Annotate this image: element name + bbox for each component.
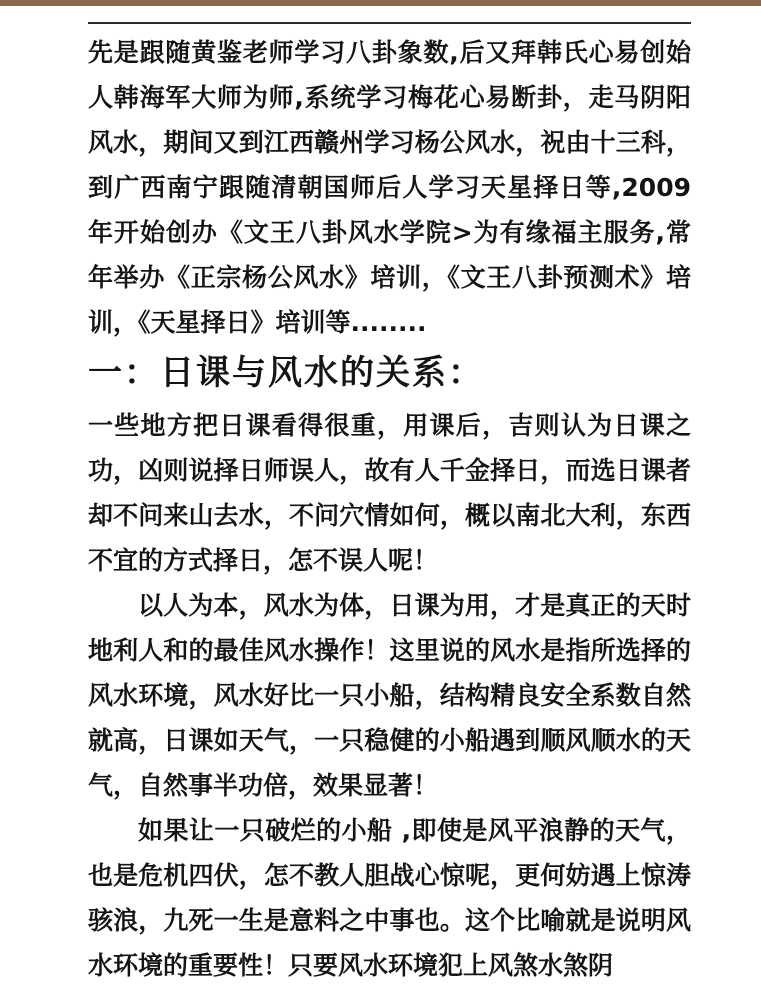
page-top-edge bbox=[0, 0, 761, 6]
intro-paragraph: 先是跟随黄鉴老师学习八卦象数,后又拜韩氏心易创始人韩海军大师为师,系统学习梅花心易断卦，走马阴阳风水，期间又到江西赣州学习杨公风水，祝由十三科，到广西南宁跟随清朝国师后人学习天星择日等,2009 年开始创办《文王八卦风水学院>为有缘福主服务,常年举办《正宗杨公风水》培训，《文王八卦预测术》培训，《天星择日》培训等........ bbox=[88, 38, 691, 337]
body-paragraph-3: 如果让一只破烂的小船 ,即使是风平浪静的天气，也是危机四伏，怎不教人胆战心惊呢，更何妨遇上惊涛骇浪，九死一生是意料之中事也。这个比喻就是说明风水环境的重要性！只要风水环境犯上风煞水煞阴 bbox=[88, 816, 691, 980]
body-paragraph-2: 以人为本，风水为体，日课为用，才是真正的天时地利人和的最佳风水操作！这里说的风水是指所选择的风水环境，风水好比一只小船，结构精良安全系数自然就高，日课如天气，一只稳健的小船遇到顺风顺水的天气，自然事半功倍，效果显著！ bbox=[88, 591, 691, 800]
document-page bbox=[88, 30, 691, 988]
section-heading: 一：日课与风水的关系： bbox=[88, 353, 484, 393]
header-rule bbox=[88, 22, 691, 24]
body-paragraph-1: 一些地方把日课看得很重，用课后，吉则认为日课之功，凶则说择日师误人，故有人千金择日，而选日课者却不问来山去水，不问穴情如何，概以南北大利，东西不宜的方式择日，怎不误人呢！ bbox=[88, 411, 691, 575]
